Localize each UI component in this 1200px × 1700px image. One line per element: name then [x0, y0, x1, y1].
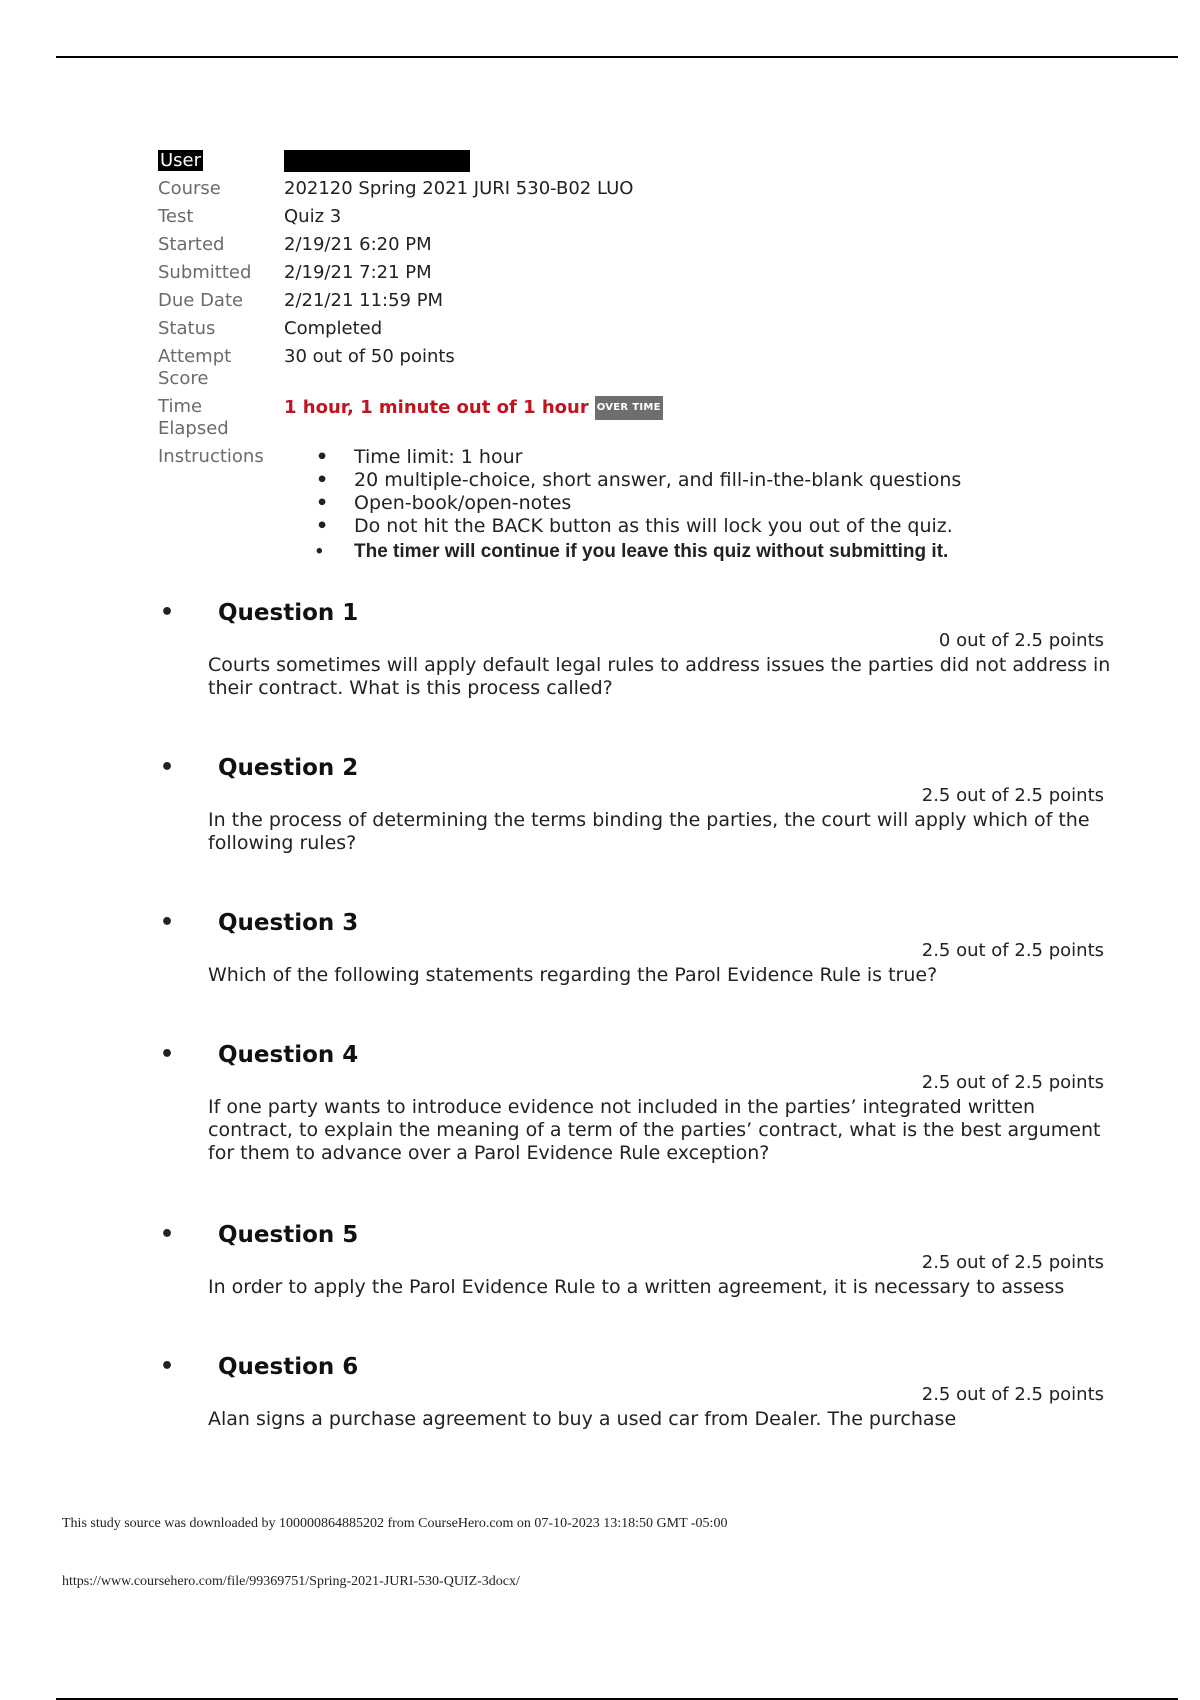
download-note: This study source was downloaded by 100000864885202 from CourseHero.com on 07-10-2023 13:18:50 GMT -05:00: [62, 1516, 728, 1531]
due-date-value: 2/21/21 11:59 PM: [284, 290, 444, 311]
question-title: Question 5: [218, 1222, 359, 1248]
bullet-icon: •: [160, 1222, 175, 1247]
instructions-list: [354, 446, 1058, 566]
question-text: If one party wants to introduce evidence not included in the parties’ integrated written contract, to explain the meaning of a term of the parties’ contract, what is the best argument for them to advance over a Parol Evidence Rule exception?: [208, 1096, 1101, 1164]
submitted-label: Submitted: [158, 262, 252, 283]
submitted-row: [158, 262, 1058, 290]
started-label: Started: [158, 234, 225, 255]
question-text: Alan signs a purchase agreement to buy a used car from Dealer. The purchase: [208, 1408, 957, 1430]
test-row: [158, 206, 1058, 234]
over-time-badge: OVER TIME: [595, 396, 663, 420]
time-elapsed-row: [158, 396, 1058, 446]
score-label-line2: Score: [158, 368, 209, 389]
bullet-icon: •: [160, 600, 175, 625]
question-points: 2.5 out of 2.5 points: [921, 1072, 1104, 1093]
started-value: 2/19/21 6:20 PM: [284, 234, 432, 255]
course-row: [158, 178, 1058, 206]
attempt-details: [158, 150, 1058, 566]
question-text: Courts sometimes will apply default legal rules to address issues the parties did not address in their contract. What is this process called?: [208, 654, 1111, 699]
instruction-item: • Open-book/open-notes: [354, 492, 1058, 515]
bullet-icon: •: [160, 910, 175, 935]
question-text: In the process of determining the terms binding the parties, the court will apply which of the following rules?: [208, 809, 1090, 854]
test-value: Quiz 3: [284, 206, 342, 227]
test-label: Test: [158, 206, 194, 227]
question-title: Question 6: [218, 1354, 359, 1380]
question-text: Which of the following statements regarding the Parol Evidence Rule is true?: [208, 964, 938, 986]
instructions-label: Instructions: [158, 446, 264, 467]
question-points: 2.5 out of 2.5 points: [921, 1384, 1104, 1405]
source-url[interactable]: https://www.coursehero.com/file/99369751/Spring-2021-JURI-530-QUIZ-3docx/: [62, 1574, 520, 1589]
course-value: 202120 Spring 2021 JURI 530-B02 LUO: [284, 178, 634, 199]
instruction-item: • The timer will continue if you leave this quiz without submitting it.: [354, 538, 1024, 566]
question-text: In order to apply the Parol Evidence Rule to a written agreement, it is necessary to assess: [208, 1276, 1065, 1298]
question-points: 2.5 out of 2.5 points: [921, 940, 1104, 961]
question-points: 2.5 out of 2.5 points: [921, 785, 1104, 806]
score-label-line1: Attempt: [158, 346, 232, 367]
course-label: Course: [158, 178, 221, 199]
time-elapsed-value: 1 hour, 1 minute out of 1 hour: [284, 397, 589, 418]
question-title: Question 4: [218, 1042, 359, 1068]
user-label: User: [160, 150, 202, 171]
question-title: Question 3: [218, 910, 359, 936]
bullet-icon: •: [160, 755, 175, 780]
due-date-row: [158, 290, 1058, 318]
status-row: [158, 318, 1058, 346]
submitted-value: 2/19/21 7:21 PM: [284, 262, 432, 283]
user-row: [158, 150, 1058, 178]
status-value: Completed: [284, 318, 383, 339]
question-points: 0 out of 2.5 points: [938, 630, 1104, 651]
instruction-item: • Do not hit the BACK button as this will lock you out of the quiz.: [354, 515, 1058, 538]
time-elapsed-label-line1: Time: [158, 396, 203, 417]
instruction-item: • 20 multiple-choice, short answer, and fill-in-the-blank questions: [354, 469, 1058, 492]
time-elapsed-label-line2: Elapsed: [158, 418, 229, 439]
started-row: [158, 234, 1058, 262]
due-date-label: Due Date: [158, 290, 244, 311]
question-title: Question 1: [218, 600, 359, 626]
bullet-icon: •: [160, 1354, 175, 1379]
score-value: 30 out of 50 points: [284, 346, 455, 367]
redacted-user-name: [284, 150, 470, 172]
top-rule: [56, 56, 1178, 58]
score-row: [158, 346, 1058, 396]
instruction-item: • Time limit: 1 hour: [354, 446, 1058, 469]
question-points: 2.5 out of 2.5 points: [921, 1252, 1104, 1273]
status-label: Status: [158, 318, 216, 339]
instructions-row: [158, 446, 1058, 566]
bullet-icon: •: [160, 1042, 175, 1067]
question-title: Question 2: [218, 755, 359, 781]
